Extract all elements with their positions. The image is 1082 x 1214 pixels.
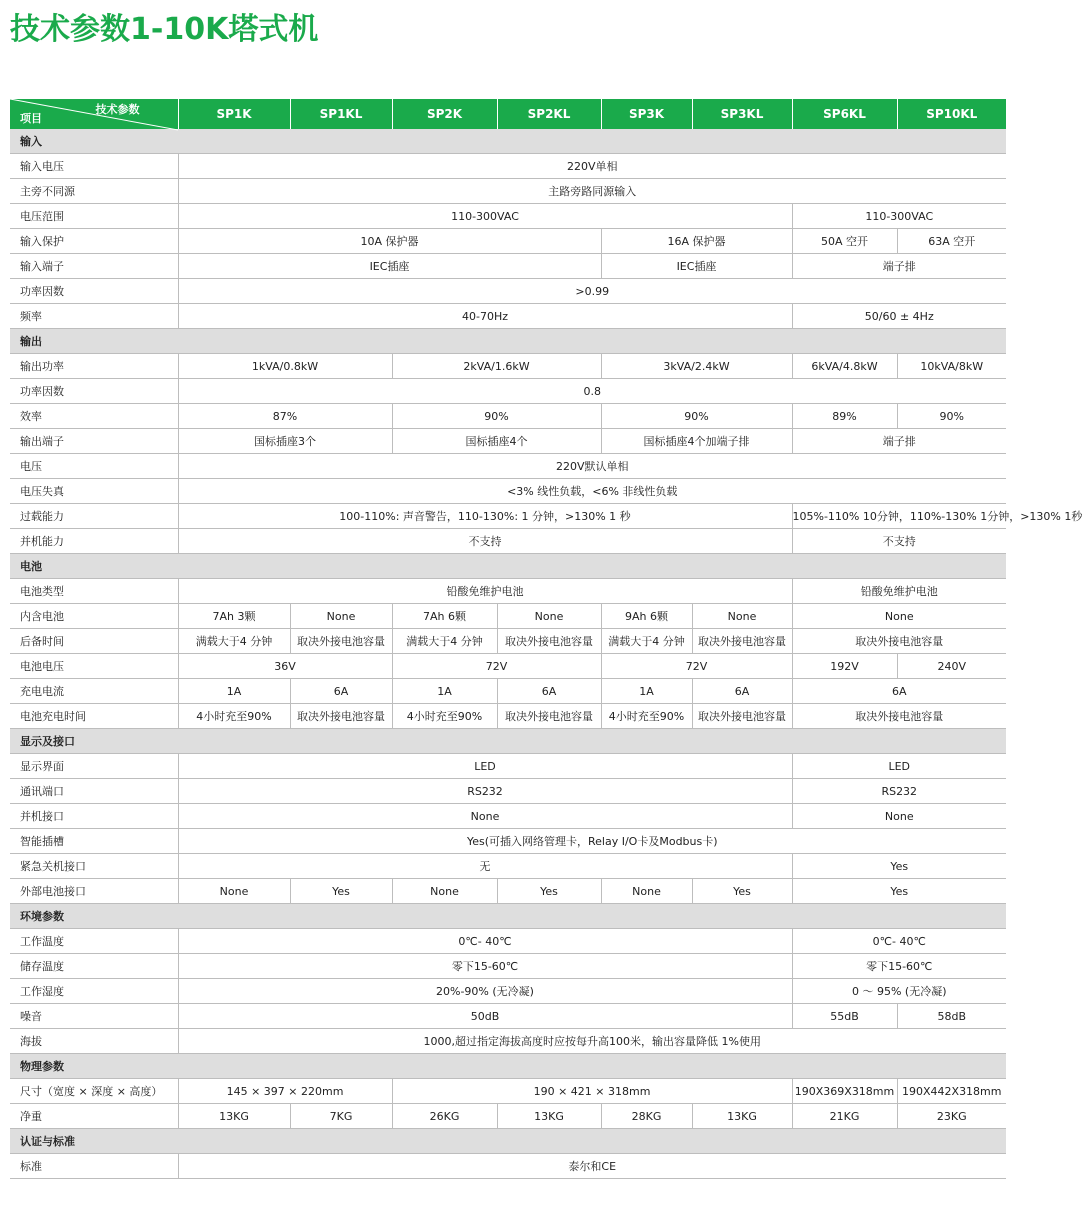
- cell-value: 190 × 421 × 318mm: [392, 1079, 792, 1104]
- cell-value: 190X442X318mm: [897, 1079, 1006, 1104]
- row-label: 内含电池: [10, 604, 178, 629]
- row-label: 标准: [10, 1154, 178, 1179]
- model-header: SP3K: [601, 99, 692, 129]
- cell-value: 192V: [792, 654, 897, 679]
- cell-value: <3% 线性负载，<6% 非线性负载: [178, 479, 1006, 504]
- cell-value: 90%: [601, 404, 792, 429]
- cell-value: 取决外接电池容量: [792, 704, 1006, 729]
- cell-value: None: [497, 604, 601, 629]
- cell-value: 满载大于4 分钟: [178, 629, 290, 654]
- row-label: 显示界面: [10, 754, 178, 779]
- model-header: SP10KL: [897, 99, 1006, 129]
- cell-value: 取决外接电池容量: [497, 629, 601, 654]
- header-row: [10, 99, 1006, 129]
- cell-value: 国标插座4个: [392, 429, 601, 454]
- cell-value: 90%: [392, 404, 601, 429]
- model-header: SP1KL: [290, 99, 392, 129]
- row-label: 功率因数: [10, 379, 178, 404]
- row-label: 电池电压: [10, 654, 178, 679]
- cell-value: 58dB: [897, 1004, 1006, 1029]
- cell-value: LED: [178, 754, 792, 779]
- cell-value: 取决外接电池容量: [290, 704, 392, 729]
- row-label: 通讯端口: [10, 779, 178, 804]
- cell-value: 72V: [392, 654, 601, 679]
- cell-value: 13KG: [178, 1104, 290, 1129]
- cell-value: 13KG: [497, 1104, 601, 1129]
- section-output: 输出: [10, 329, 1006, 354]
- cell-value: 6A: [497, 679, 601, 704]
- cell-value: None: [692, 604, 792, 629]
- row-label: 电压范围: [10, 204, 178, 229]
- row-label: 海拔: [10, 1029, 178, 1054]
- cell-value: Yes: [792, 854, 1006, 879]
- cell-value: Yes: [497, 879, 601, 904]
- cell-value: 7KG: [290, 1104, 392, 1129]
- cell-value: 6A: [290, 679, 392, 704]
- cell-value: 主路旁路同源输入: [178, 179, 1006, 204]
- row-label: 效率: [10, 404, 178, 429]
- cell-value: 0.8: [178, 379, 1006, 404]
- spec-table: [10, 99, 1082, 1179]
- header-corner: [10, 99, 178, 129]
- cell-value: 不支持: [178, 529, 792, 554]
- cell-value: 取决外接电池容量: [792, 629, 1006, 654]
- cell-value: Yes: [792, 879, 1006, 904]
- cell-value: 0℃- 40℃: [178, 929, 792, 954]
- cell-value: 6A: [692, 679, 792, 704]
- cell-value: 无: [178, 854, 792, 879]
- row-label: 输入端子: [10, 254, 178, 279]
- page-title: 技术参数1-10K塔式机: [10, 12, 319, 47]
- cell-value: 2kVA/1.6kW: [392, 354, 601, 379]
- corner-label-params: 技术参数: [95, 103, 140, 116]
- cell-value: 110-300VAC: [178, 204, 792, 229]
- row-label: 频率: [10, 304, 178, 329]
- cell-value: 89%: [792, 404, 897, 429]
- cell-value: 9Ah 6颗: [601, 604, 692, 629]
- cell-value: 零下15-60℃: [178, 954, 792, 979]
- section-physical: 物理参数: [10, 1054, 1006, 1079]
- section-battery: 电池: [10, 554, 1006, 579]
- cell-value: 10A 保护器: [178, 229, 601, 254]
- cell-value: 50A 空开: [792, 229, 897, 254]
- row-label: 并机能力: [10, 529, 178, 554]
- cell-value: 4小时充至90%: [178, 704, 290, 729]
- cell-value: 40-70Hz: [178, 304, 792, 329]
- cell-value: 100-110%: 声音警告，110-130%: 1 分钟，>130% 1 秒: [178, 504, 792, 529]
- section-display: 显示及接口: [10, 729, 1006, 754]
- row-label: 尺寸（宽度 × 深度 × 高度）: [10, 1079, 178, 1104]
- cell-value: 零下15-60℃: [792, 954, 1006, 979]
- cell-value: 0 ～ 95% (无冷凝): [792, 979, 1006, 1004]
- cell-value: 21KG: [792, 1104, 897, 1129]
- row-label: 并机接口: [10, 804, 178, 829]
- cell-value: 国标插座4个加端子排: [601, 429, 792, 454]
- row-label: 输入保护: [10, 229, 178, 254]
- cell-value: 90%: [897, 404, 1006, 429]
- cell-value: Yes: [290, 879, 392, 904]
- cell-value: 取决外接电池容量: [692, 704, 792, 729]
- cell-value: 13KG: [692, 1104, 792, 1129]
- cell-value: Yes(可插入网络管理卡，Relay I/O卡及Modbus卡): [178, 829, 1006, 854]
- cell-value: 铅酸免维护电池: [178, 579, 792, 604]
- cell-value: 满载大于4 分钟: [601, 629, 692, 654]
- row-label: 过载能力: [10, 504, 178, 529]
- cell-value: RS232: [792, 779, 1006, 804]
- row-label: 工作温度: [10, 929, 178, 954]
- cell-value: 26KG: [392, 1104, 497, 1129]
- row-label: 输出功率: [10, 354, 178, 379]
- row-label: 电池充电时间: [10, 704, 178, 729]
- row-label: 工作湿度: [10, 979, 178, 1004]
- section-env: 环境参数: [10, 904, 1006, 929]
- cell-value: RS232: [178, 779, 792, 804]
- cell-value: 泰尔和CE: [178, 1154, 1006, 1179]
- cell-value: 6kVA/4.8kW: [792, 354, 897, 379]
- cell-value: LED: [792, 754, 1006, 779]
- cell-value: 20%-90% (无冷凝): [178, 979, 792, 1004]
- cell-value: 端子排: [792, 254, 1006, 279]
- cell-value: >0.99: [178, 279, 1006, 304]
- cell-value: 不支持: [792, 529, 1006, 554]
- cell-value: 16A 保护器: [601, 229, 792, 254]
- cell-value: None: [178, 879, 290, 904]
- cell-value: None: [392, 879, 497, 904]
- cell-value: None: [178, 804, 792, 829]
- row-label: 储存温度: [10, 954, 178, 979]
- cell-value: None: [792, 804, 1006, 829]
- cell-value: 10kVA/8kW: [897, 354, 1006, 379]
- cell-value: None: [601, 879, 692, 904]
- cell-value: 50/60 ± 4Hz: [792, 304, 1006, 329]
- row-label: 电压失真: [10, 479, 178, 504]
- row-label: 噪音: [10, 1004, 178, 1029]
- cell-value: 1A: [601, 679, 692, 704]
- cell-value: 63A 空开: [897, 229, 1006, 254]
- cell-value: 87%: [178, 404, 392, 429]
- cell-value: 36V: [178, 654, 392, 679]
- cell-value: 取决外接电池容量: [290, 629, 392, 654]
- cell-value: Yes: [692, 879, 792, 904]
- row-label: 功率因数: [10, 279, 178, 304]
- cell-value: 满载大于4 分钟: [392, 629, 497, 654]
- cell-value: 105%-110% 10分钟，110%-130% 1分钟，>130% 1秒: [792, 504, 1006, 529]
- row-label: 电压: [10, 454, 178, 479]
- corner-label-item: 项目: [20, 112, 42, 125]
- cell-value: 1kVA/0.8kW: [178, 354, 392, 379]
- model-header: SP3KL: [692, 99, 792, 129]
- section-input: 输入: [10, 129, 1006, 154]
- row-label: 输出端子: [10, 429, 178, 454]
- cell-value: 取决外接电池容量: [692, 629, 792, 654]
- cell-value: 3kVA/2.4kW: [601, 354, 792, 379]
- cell-value: 190X369X318mm: [792, 1079, 897, 1104]
- row-label: 输入电压: [10, 154, 178, 179]
- model-header: SP6KL: [792, 99, 897, 129]
- row-label: 智能插槽: [10, 829, 178, 854]
- cell-value: IEC插座: [178, 254, 601, 279]
- cell-value: 端子排: [792, 429, 1006, 454]
- cell-value: IEC插座: [601, 254, 792, 279]
- cell-value: None: [290, 604, 392, 629]
- cell-value: 240V: [897, 654, 1006, 679]
- cell-value: 1A: [178, 679, 290, 704]
- cell-value: 110-300VAC: [792, 204, 1006, 229]
- cell-value: 4小时充至90%: [392, 704, 497, 729]
- cell-value: 0℃- 40℃: [792, 929, 1006, 954]
- model-header: SP2KL: [497, 99, 601, 129]
- row-label: 主旁不同源: [10, 179, 178, 204]
- cell-value: 4小时充至90%: [601, 704, 692, 729]
- row-label: 净重: [10, 1104, 178, 1129]
- cell-value: 28KG: [601, 1104, 692, 1129]
- cell-value: 1A: [392, 679, 497, 704]
- cell-value: 国标插座3个: [178, 429, 392, 454]
- row-label: 后备时间: [10, 629, 178, 654]
- cell-value: 50dB: [178, 1004, 792, 1029]
- cell-value: 220V单相: [178, 154, 1006, 179]
- cell-value: 145 × 397 × 220mm: [178, 1079, 392, 1104]
- row-label: 电池类型: [10, 579, 178, 604]
- cell-value: 7Ah 3颗: [178, 604, 290, 629]
- cell-value: 7Ah 6颗: [392, 604, 497, 629]
- row-label: 充电电流: [10, 679, 178, 704]
- model-header: SP2K: [392, 99, 497, 129]
- cell-value: 23KG: [897, 1104, 1006, 1129]
- cell-value: 72V: [601, 654, 792, 679]
- cell-value: 6A: [792, 679, 1006, 704]
- cell-value: 1000,超过指定海拔高度时应按每升高100米，输出容量降低 1%使用: [178, 1029, 1006, 1054]
- cell-value: 取决外接电池容量: [497, 704, 601, 729]
- row-label: 外部电池接口: [10, 879, 178, 904]
- row-label: 紧急关机接口: [10, 854, 178, 879]
- cell-value: 铅酸免维护电池: [792, 579, 1006, 604]
- model-header: SP1K: [178, 99, 290, 129]
- cell-value: 55dB: [792, 1004, 897, 1029]
- section-cert: 认证与标准: [10, 1129, 1006, 1154]
- cell-value: None: [792, 604, 1006, 629]
- cell-value: 220V默认单相: [178, 454, 1006, 479]
